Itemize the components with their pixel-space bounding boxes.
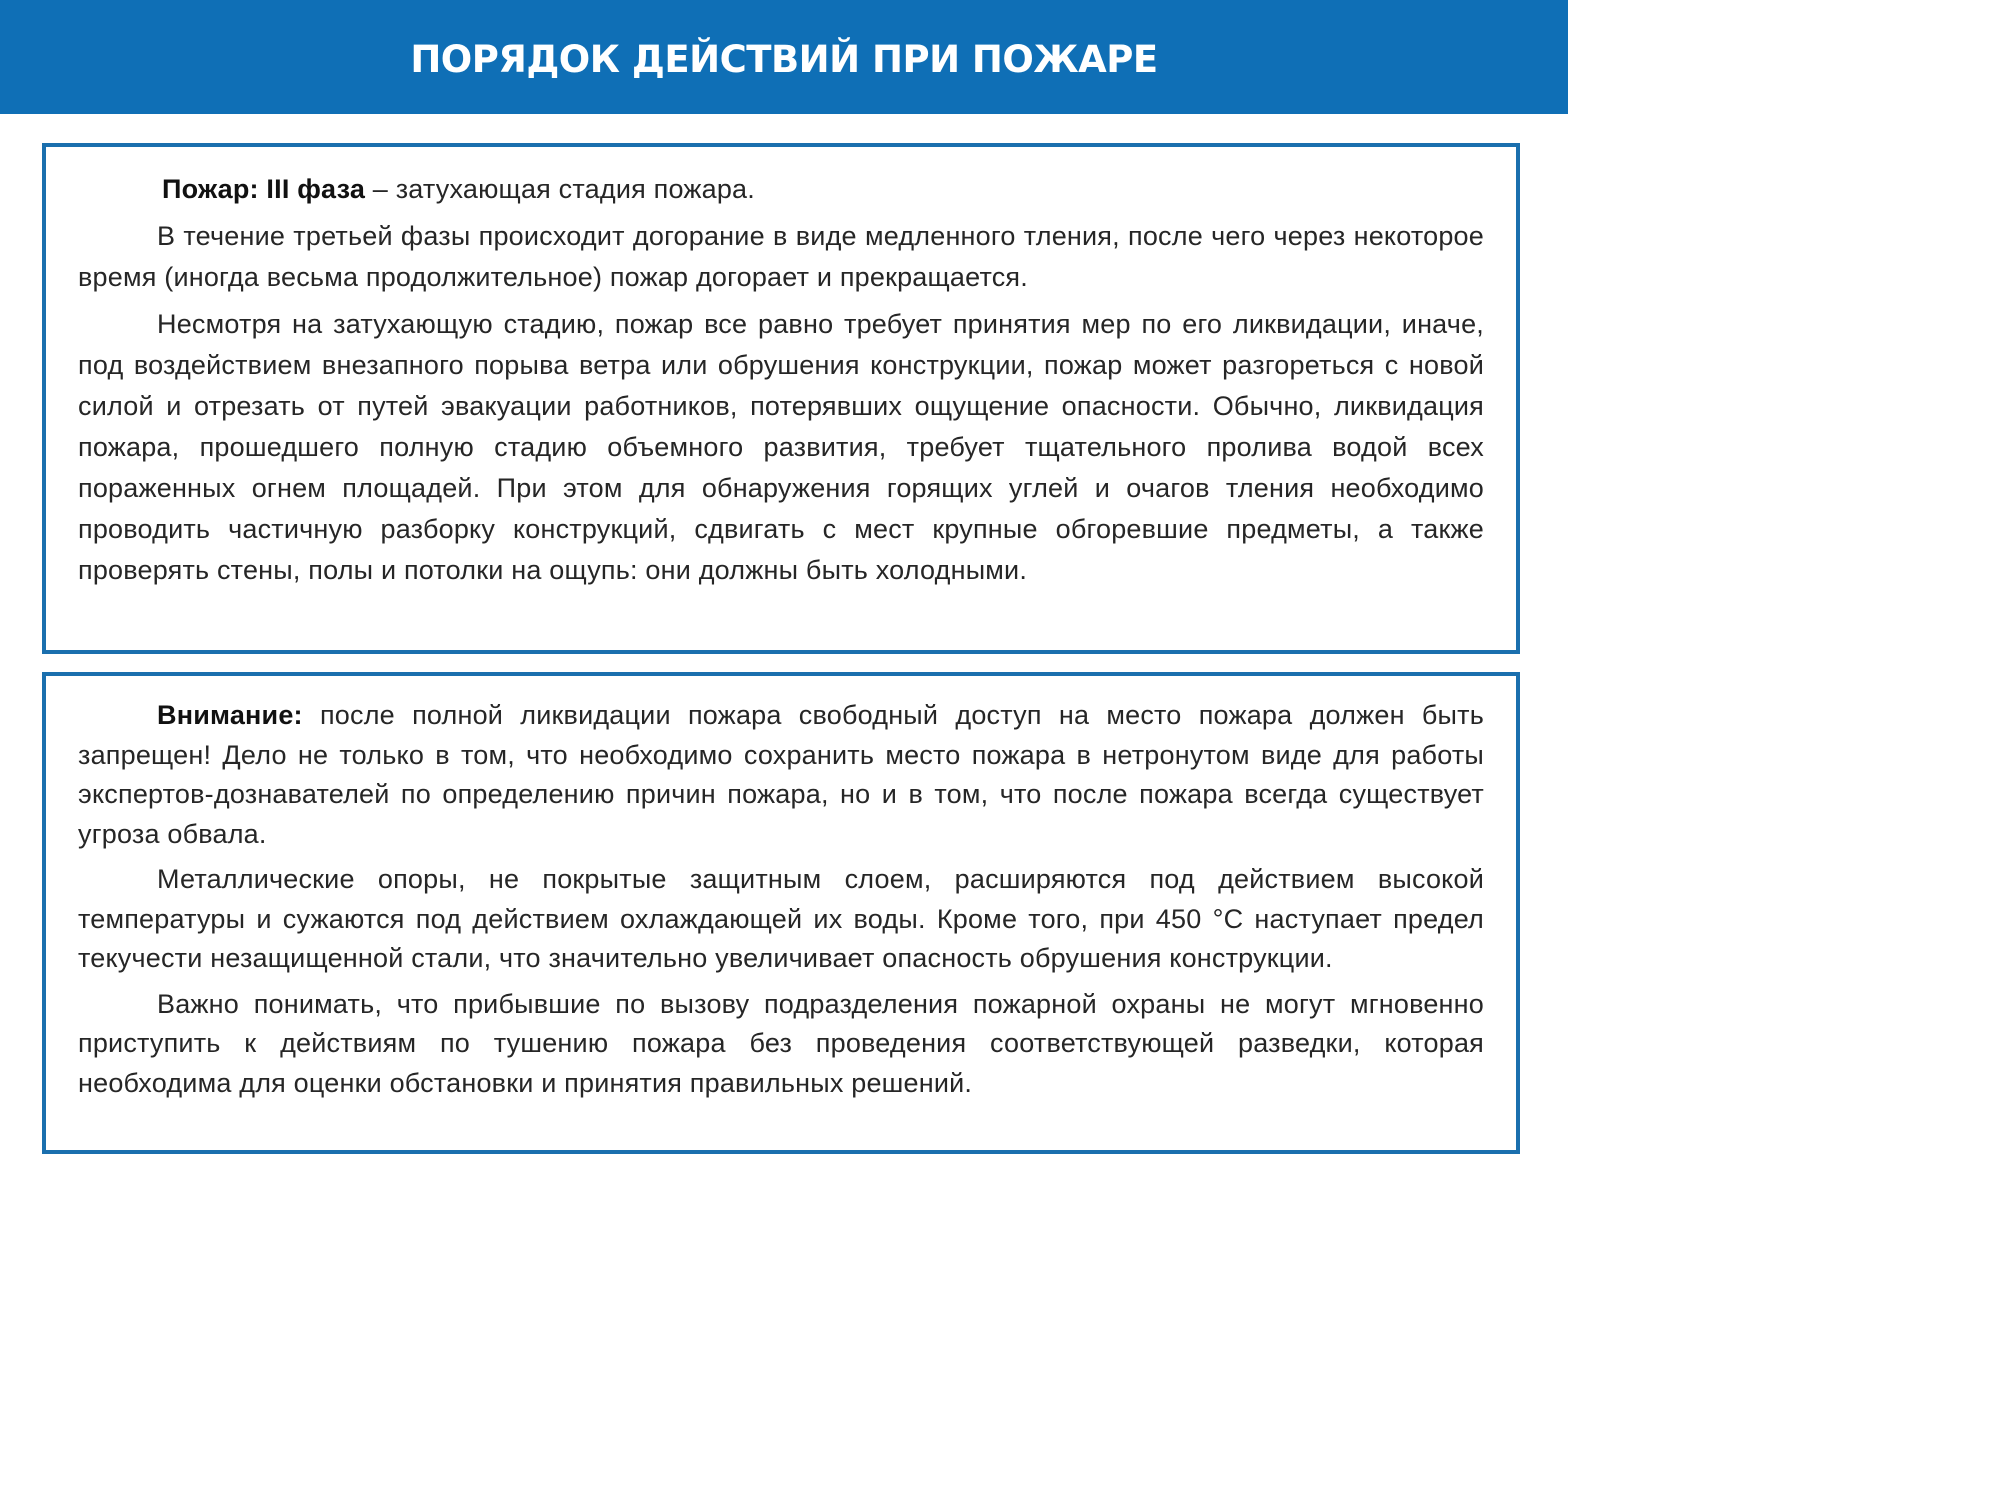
header-bar [0,0,1568,114]
warning-card [42,672,1520,1154]
warning-paragraph [78,696,1484,854]
page-title: ПОРЯДОК ДЕЙСТВИЙ ПРИ ПОЖАРЕ [410,37,1158,81]
phase-label: Пожар: III фаза [162,174,366,204]
phase-lead-paragraph [78,169,1484,210]
phase-description: – затухающая стадия пожара. [365,174,755,204]
warning-label: Внимание: [157,700,303,730]
warning-paragraph-2: Металлические опоры, не покрытые защитным слоем, расширяются под действием высокой температуры и сужаются под действием охлаждающей их воды. Кроме того, при 450 °С наступает предел текучести незащищенной стали, что значительно увеличивает опасность обрушения конструкции. [78,864,1484,973]
warning-text: после полной ликвидации пожара свободный доступ на место пожара должен быть запрещен! Дело не только в том, что необходимо сохранить место пожара в нетронутом виде для работы экспертов-дознавателей по определению причин пожара, но и в том, что после пожара всегда существует угроза обвала. [78,700,1484,849]
warning-paragraph-3: Важно понимать, что прибывшие по вызову подразделения пожарной охраны не могут мгновенно приступить к действиям по тушению пожара без проведения соответствующей разведки, которая необходима для оценки обстановки и принятия правильных решений. [78,988,1484,1098]
phase-paragraph-3: Несмотря на затухающую стадию, пожар все равно требует принятия мер по его ликвидации, иначе, под воздействием внезапного порыва ветра или обрушения конструкции, пожар может разгореться с новой силой и отрезать от путей эвакуации работников, потерявших ощущение опасности. Обычно, ликвидация пожара, прошедшего полную стадию объемного развития, требует тщательного пролива водой всех пораженных огнем площадей. При этом для обнаружения горящих углей и очагов тления необходимо проводить частичную разборку конструкций, сдвигать с мест крупные обгоревшие предметы, а также проверять стены, полы и потолки на ощупь: они должны быть холодными. [78,309,1484,585]
phase-paragraph-2: В течение третьей фазы происходит догорание в виде медленного тления, после чего через некоторое время (иногда весьма продолжительное) пожар догорает и прекращается. [78,221,1484,292]
phase-three-card [42,143,1520,654]
